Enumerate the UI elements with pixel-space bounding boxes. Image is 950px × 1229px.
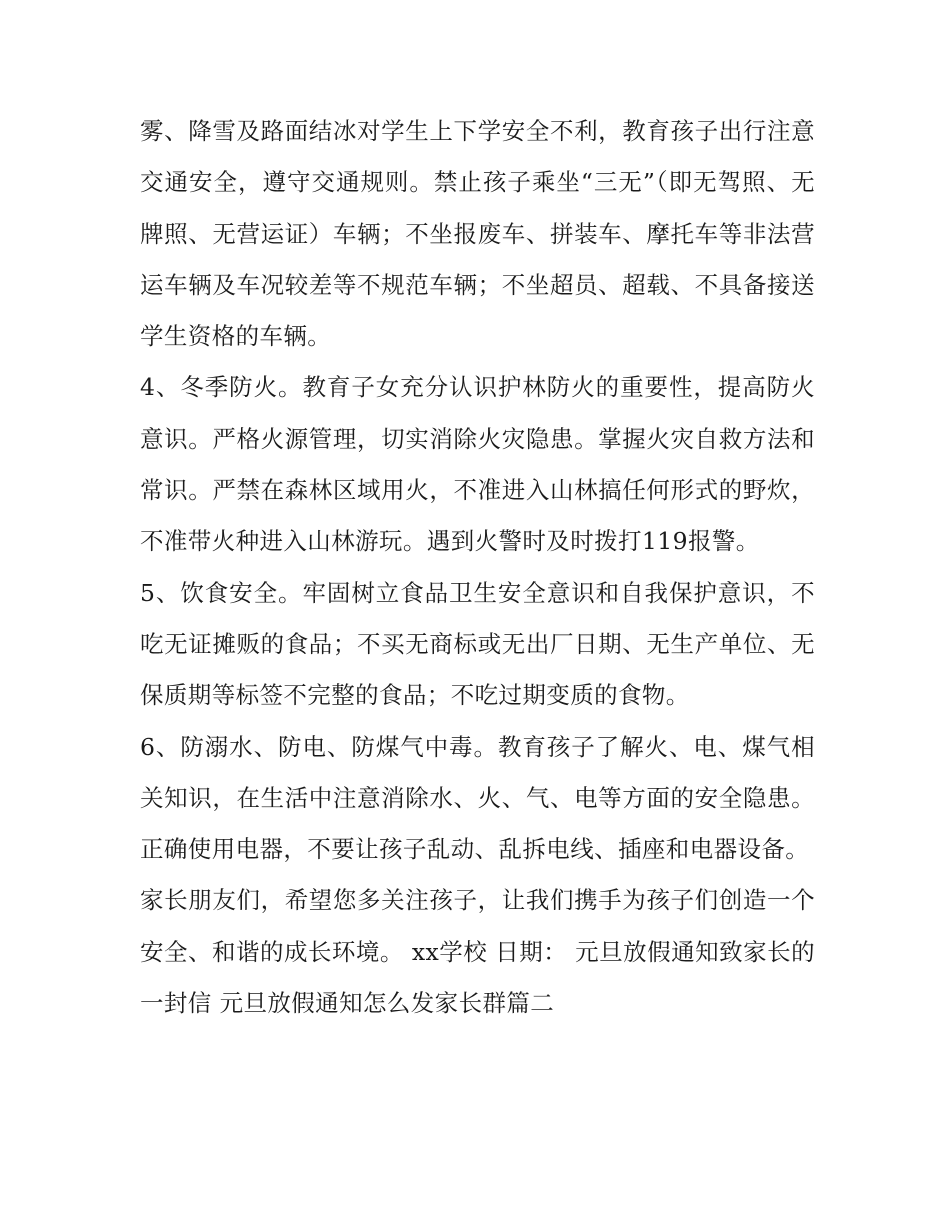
paragraph-fire-prevention: 4、冬季防火。教育子女充分认识护林防火的重要性，提高防火意识。严格火源管理，切实消除火灾隐患。掌握火灾自救方法和常识。严禁在森林区域用火，不准进入山林搞任何形式的野炊，不准带火种进入山林游玩。遇到火警时及时拨打119报警。: [140, 373, 815, 556]
paragraph-drowning-electric-gas: 6、防溺水、防电、防煤气中毒。教育孩子了解火、电、煤气相关知识，在生活中注意消除水、火、气、电等方面的安全隐患。正确使用电器，不要让孩子乱动、乱拆电线、插座和电器设备。: [140, 732, 815, 864]
paragraph-food-safety: 5、饮食安全。牢固树立食品卫生安全意识和自我保护意识，不吃无证摊贩的食品；不买无商标或无出厂日期、无生产单位、无保质期等标签不完整的食品；不吃过期变质的食物。: [140, 578, 815, 710]
paragraph-closing: 家长朋友们，希望您多关注孩子，让我们携手为孩子们创造一个安全、和谐的成长环境。 xx学校 日期： 元旦放假通知致家长的一封信 元旦放假通知怎么发家长群篇二: [140, 886, 815, 1018]
document-page: [140, 106, 815, 1029]
paragraph-traffic-safety: 雾、降雪及路面结冰对学生上下学安全不利，教育孩子出行注意交通安全，遵守交通规则。禁止孩子乘坐“三无”（即无驾照、无牌照、无营运证）车辆；不坐报废车、拼装车、摩托车等非法营运车辆及车况较差等不规范车辆；不坐超员、超载、不具备接送学生资格的车辆。: [140, 117, 815, 351]
